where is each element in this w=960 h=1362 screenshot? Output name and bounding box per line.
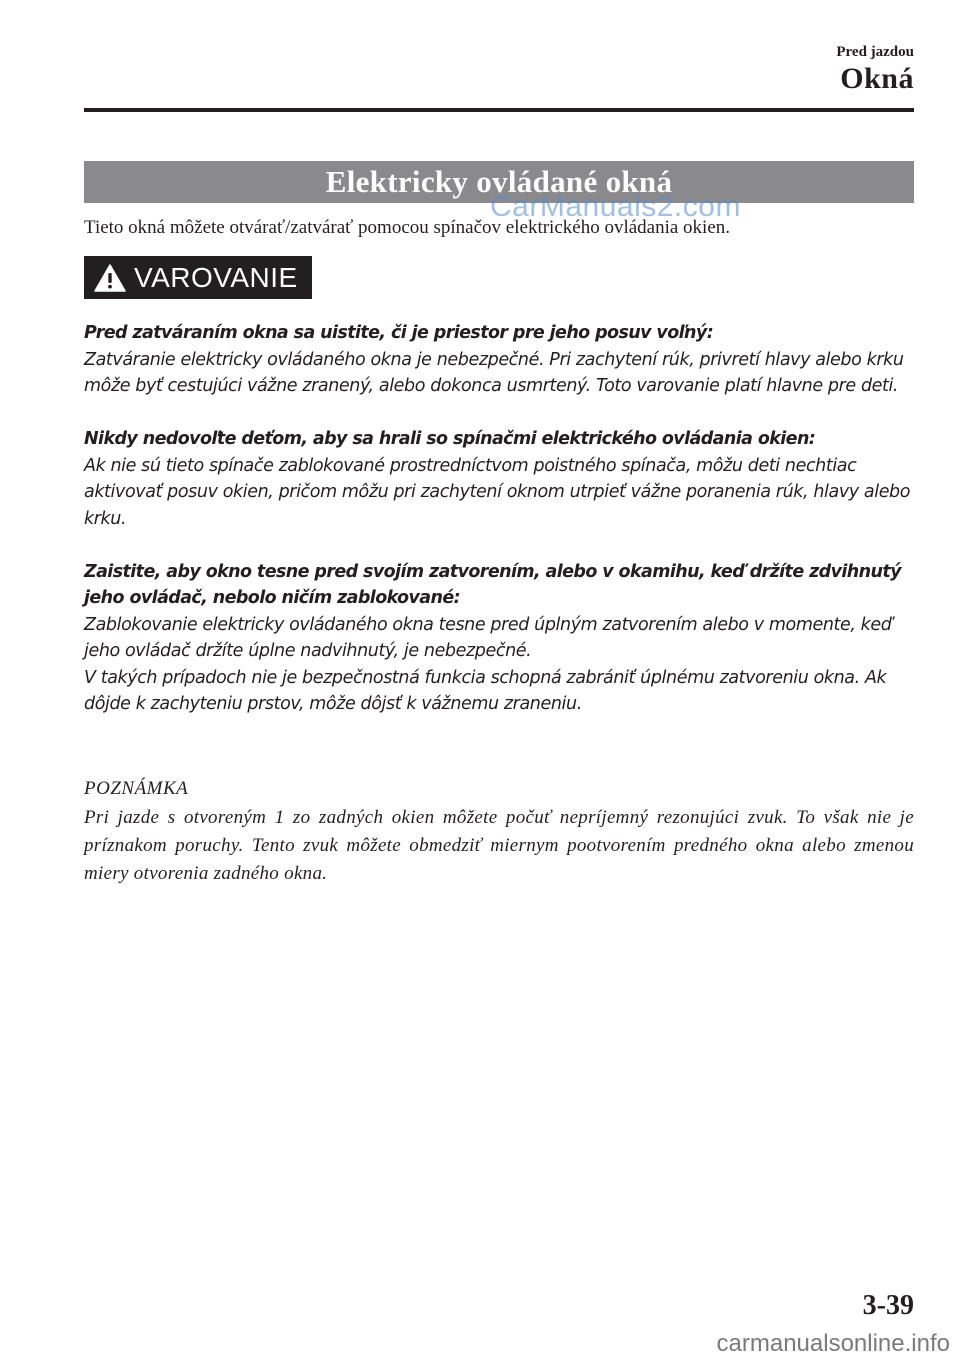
warning-heading: Zaistite, aby okno tesne pred svojím zatvorením, alebo v okamihu, keď držíte zdvihnutý jeho ovládač, nebolo ničím zablokované: xyxy=(84,561,901,608)
note-text: Pri jazde s otvoreným 1 zo zadných okien môžete počuť nepríjemný rezonujúci zvuk. To však nie je príznakom poruchy. Tento zvuk môžete obmedziť miernym pootvorením predného okna alebo zmenou miery otvorenia zadného okna. xyxy=(84,807,914,884)
warning-body: Zatváranie elektricky ovládaného okna je nebezpečné. Pri zachytení rúk, privretí hlavy alebo krku môže byť cestujúci vážne zranený, alebo dokonca usmrtený. Toto varovanie platí hlavne pre deti. xyxy=(84,349,904,396)
warning-item xyxy=(84,426,914,532)
intro-text: Tieto okná môžete otvárať/zatvárať pomocou spínačov elektrického ovládania okien. xyxy=(84,217,731,238)
warning-item xyxy=(84,559,914,718)
warning-heading: Nikdy nedovoľte deťom, aby sa hrali so spínačmi elektrického ovládania okien: xyxy=(84,429,816,449)
warning-triangle-icon xyxy=(94,264,126,292)
section-title: Elektricky ovládané okná xyxy=(84,161,914,203)
header-rule xyxy=(84,108,914,112)
footer-watermark: carmanualsonline.info xyxy=(716,1330,950,1357)
warning-item xyxy=(84,320,914,400)
warning-label: VAROVANIE xyxy=(134,261,298,293)
header-chapter: Pred jazdou xyxy=(836,44,914,60)
warning-list xyxy=(84,320,914,744)
warning-badge xyxy=(84,256,312,299)
warning-body: V takých prípadoch nie je bezpečnostná funkcia schopná zabrániť úplnému zatvoreniu okna. Ak dôjde k zachyteniu prstov, môže dôjsť k vážnemu zraneniu. xyxy=(84,667,887,714)
note-heading: POZNÁMKA xyxy=(84,778,189,799)
header-section: Okná xyxy=(840,62,914,95)
page-number: 3-39 xyxy=(862,1290,914,1321)
warning-body: Zablokovanie elektricky ovládaného okna tesne pred úplným zatvorením alebo v momente, keď jeho ovládač držíte úplne nadvihnutý, je nebezpečné. xyxy=(84,614,892,661)
watermark: CarManuals2.com xyxy=(490,190,741,223)
warning-heading: Pred zatváraním okna sa uistite, či je priestor pre jeho posuv voľný: xyxy=(84,323,714,343)
warning-body: Ak nie sú tieto spínače zablokované prostredníctvom poistného spínača, môžu deti nechtiac aktivovať posuv okien, pričom môžu pri zachytení oknom utrpieť vážne poranenia rúk, hlavy alebo krku. xyxy=(84,455,911,529)
